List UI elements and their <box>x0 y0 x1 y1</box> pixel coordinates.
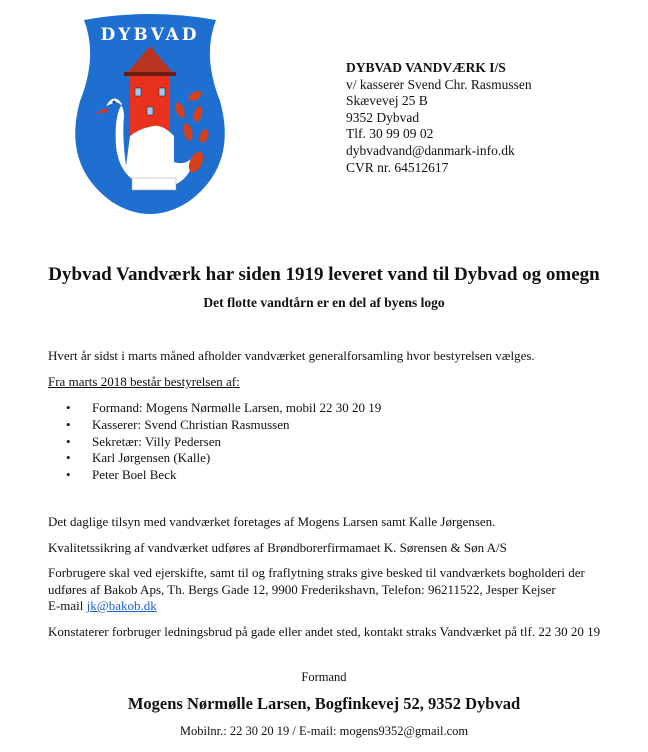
board-member-text: Sekretær: Villy Pedersen <box>92 433 221 449</box>
contact-phone: Tlf. 30 99 09 02 <box>346 126 434 142</box>
board-section <box>48 348 638 484</box>
billing-line-2: udføres af Bakob Aps, Th. Bergs Gade 12, 9900 Frederikshavn, Telefon: 96211522, Jesper Kejser <box>48 581 556 597</box>
billing-email-label: E-mail <box>48 598 87 613</box>
board-member-list <box>48 400 638 484</box>
signature-title: Formand <box>301 670 347 684</box>
billing-line-1: Forbrugere skal ved ejerskifte, samt til og fraflytning straks give besked til vandværkets bogholderi der <box>48 565 585 580</box>
supervision-paragraph: Det daglige tilsyn med vandværket foretages af Mogens Larsen samt Kalle Jørgensen. <box>48 514 496 529</box>
intro-paragraph: Hvert år sidst i marts måned afholder vandværket generalforsamling hvor bestyrelsen vælges. <box>48 348 535 363</box>
page-subheadline: Det flotte vandtårn er en del af byens logo <box>203 295 445 310</box>
quality-paragraph: Kvalitetssikring af vandværket udføres af Brøndborerfirmamaet K. Sørensen & Søn A/S <box>48 539 507 555</box>
board-member-text: Formand: Mogens Nørmølle Larsen, mobil 22 30 20 19 <box>92 400 382 415</box>
signature-name-address: Mogens Nørmølle Larsen, Bogfinkevej 52, 9352 Dybvad <box>127 694 521 713</box>
board-heading: Fra marts 2018 består bestyrelsen af: <box>48 374 240 389</box>
contact-person: v/ kasserer Svend Chr. Rasmussen <box>346 76 532 92</box>
billing-email-link[interactable]: jk@bakob.dk <box>86 598 157 613</box>
board-member-item <box>66 467 638 484</box>
board-member-item <box>66 450 638 467</box>
contact-cvr: CVR nr. 64512617 <box>346 159 449 175</box>
signature-contact: Mobilnr.: 22 30 20 19 / E-mail: mogens9352@gmail.com <box>179 724 469 738</box>
board-member-item <box>66 400 638 417</box>
contact-city: 9352 Dybvad <box>346 109 420 125</box>
billing-paragraph <box>48 565 638 615</box>
board-member-text: Peter Boel Beck <box>92 467 177 483</box>
page-headline: Dybvad Vandværk har siden 1919 leveret vand til Dybvad og omegn <box>48 264 600 285</box>
organization-name: DYBVAD VANDVÆRK I/S <box>346 60 506 75</box>
logo-graphic <box>70 6 230 222</box>
info-section <box>48 514 638 649</box>
board-member-text: Kasserer: Svend Christian Rasmussen <box>92 416 290 432</box>
bullet-icon: • <box>66 416 71 432</box>
contact-email: dybvadvand@danmark-info.dk <box>346 142 515 158</box>
bullet-icon: • <box>66 400 71 415</box>
board-member-text: Karl Jørgensen (Kalle) <box>92 450 211 466</box>
bullet-icon: • <box>66 450 71 466</box>
contact-street: Skævevej 25 B <box>346 93 428 109</box>
logo-text: DYBVAD <box>100 25 200 45</box>
board-member-item <box>66 416 638 434</box>
leak-paragraph: Konstaterer forbruger ledningsbrud på gade eller andet sted, kontakt straks Vandværket på tlf. 22 30 20 19 <box>48 623 601 639</box>
board-member-item <box>66 433 638 451</box>
bullet-icon: • <box>66 433 71 449</box>
dybvad-coat-of-arms-logo <box>70 6 230 222</box>
contact-block <box>346 60 532 176</box>
bullet-icon: • <box>66 467 71 483</box>
